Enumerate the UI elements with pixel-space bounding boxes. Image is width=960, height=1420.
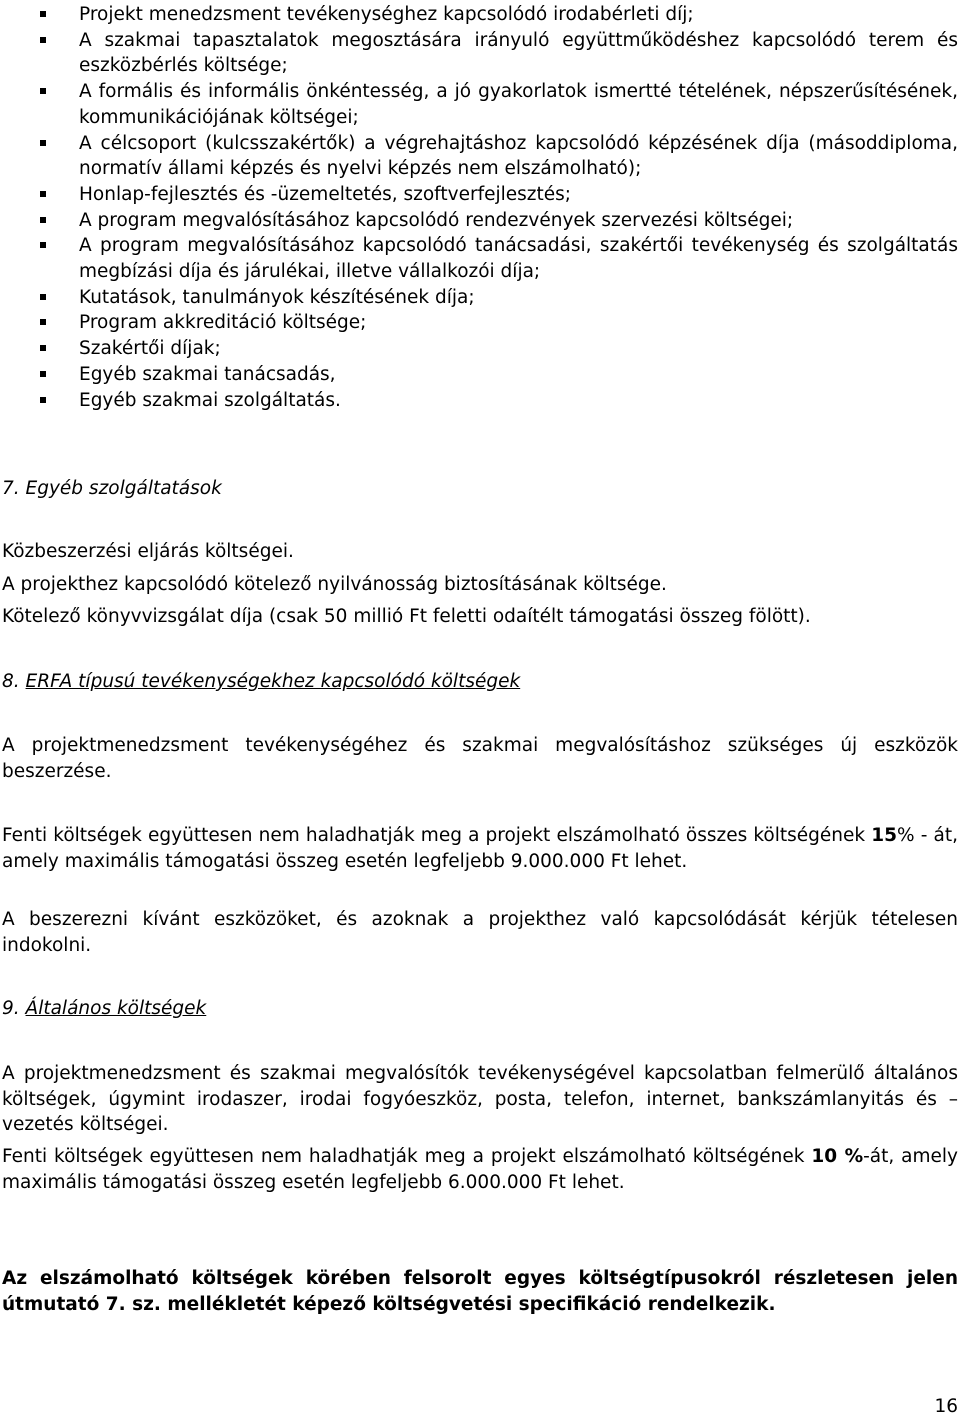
section-8-paragraph: A beszerezni kívánt eszközöket, és azoknak a projekthez való kapcsolódását kérjük tételesen indokolni. <box>2 909 958 956</box>
square-bullet-icon <box>40 371 46 377</box>
square-bullet-icon <box>40 345 46 351</box>
square-bullet-icon <box>40 88 46 94</box>
list-item: Kutatások, tanulmányok készítésének díja; <box>0 285 960 311</box>
section-9-heading <box>2 996 958 1022</box>
cost-bullet-list <box>0 2 960 413</box>
closing-paragraph: Az elszámolható költségek körében felsorolt egyes költségtípusokról részletesen jelen útmutató 7. sz. mellékletét képező költségvetési specifikáció rendelkezik. <box>2 1268 958 1315</box>
list-item: Projekt menedzsment tevékenységhez kapcsolódó irodabérleti díj; <box>0 2 960 28</box>
list-item: Egyéb szakmai szolgáltatás. <box>0 388 960 414</box>
section-9-paragraph: Fenti költségek együttesen nem haladhatják meg a projekt elszámolható költségének 10 %-át, amely maximális támogatási összeg esetén legfeljebb 6.000.000 Ft lehet. <box>2 1146 958 1193</box>
page-number: 16 <box>934 1396 958 1417</box>
square-bullet-icon <box>40 242 46 248</box>
section-number: 8. <box>2 671 20 692</box>
list-item: Szakértői díjak; <box>0 336 960 362</box>
square-bullet-icon <box>40 11 46 17</box>
square-bullet-icon <box>40 37 46 43</box>
list-item: A szakmai tapasztalatok megosztására irányuló együttműködéshez kapcsolódó terem és eszközbérlés költsége; <box>0 28 960 79</box>
square-bullet-icon <box>40 397 46 403</box>
square-bullet-icon <box>40 294 46 300</box>
list-item: Program akkreditáció költsége; <box>0 310 960 336</box>
section-8-heading <box>2 669 958 695</box>
list-item: Honlap-fejlesztés és -üzemeltetés, szoftverfejlesztés; <box>0 182 960 208</box>
square-bullet-icon <box>40 319 46 325</box>
section-title: Egyéb szolgáltatások <box>25 478 222 499</box>
section-8-paragraph: Fenti költségek együttesen nem haladhatják meg a projekt elszámolható összes költségének 15% - át, amely maximális támogatási összeg esetén legfeljebb 9.000.000 Ft lehet. <box>2 825 958 872</box>
list-item: Egyéb szakmai tanácsadás, <box>0 362 960 388</box>
list-item: A formális és informális önkéntesség, a jó gyakorlatok ismertté tételének, népszerűsítésének, kommunikációjának költségei; <box>0 79 960 130</box>
section-7-line: Kötelező könyvvizsgálat díja (csak 50 millió Ft feletti odaítélt támogatási összeg fölött). <box>2 606 811 627</box>
square-bullet-icon <box>40 191 46 197</box>
section-number: 9. <box>2 998 20 1019</box>
section-7-line: Közbeszerzési eljárás költségei. <box>2 541 294 562</box>
section-8-paragraph: A projektmenedzsment tevékenységéhez és szakmai megvalósításhoz szükséges új eszközök beszerzése. <box>2 735 958 782</box>
list-item: A program megvalósításához kapcsolódó rendezvények szervezési költségei; <box>0 208 960 234</box>
section-title: Általános költségek <box>25 998 207 1019</box>
list-item: A célcsoport (kulcsszakértők) a végrehajtáshoz kapcsolódó képzésének díja (másoddiploma, normatív állami képzés és nyelvi képzés nem elszámolható); <box>0 131 960 182</box>
section-number: 7. <box>2 478 20 499</box>
section-title: ERFA típusú tevékenységekhez kapcsolódó költségek <box>25 671 521 692</box>
list-item: A program megvalósításához kapcsolódó tanácsadási, szakértői tevékenység és szolgáltatás megbízási díja és járulékai, illetve vállalkozói díja; <box>0 233 960 284</box>
section-9-paragraph: A projektmenedzsment és szakmai megvalósítók tevékenységével kapcsolatban felmerülő általános költségek, úgymint irodaszer, irodai fogyóeszköz, posta, telefon, internet, bankszámlanyitás és –vezetés költségei. <box>2 1063 958 1136</box>
square-bullet-icon <box>40 140 46 146</box>
section-7-line: A projekthez kapcsolódó kötelező nyilvánosság biztosításának költsége. <box>2 574 667 595</box>
section-7-heading <box>2 476 958 502</box>
square-bullet-icon <box>40 217 46 223</box>
